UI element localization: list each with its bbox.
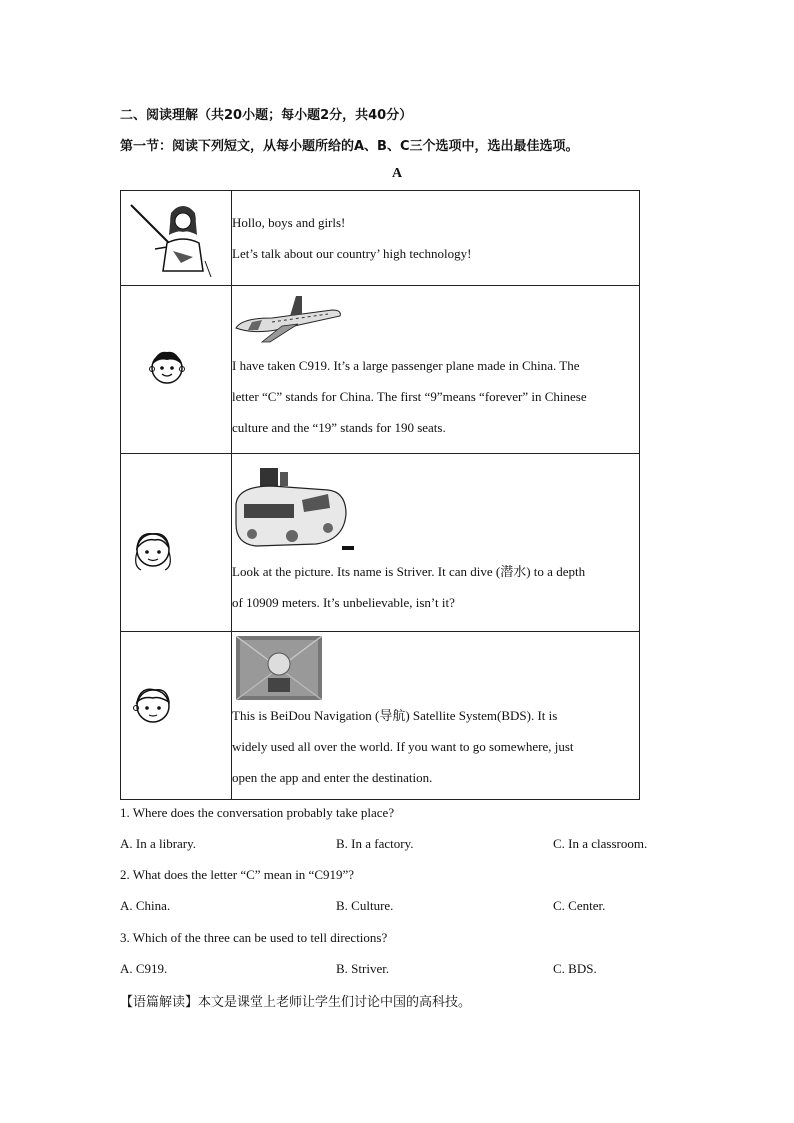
- option-c: C. BDS.: [553, 961, 597, 976]
- option-c: C. Center.: [553, 898, 606, 913]
- subsection-heading: 第一节：阅读下列短文，从每小题所给的A、B、C三个选项中，选出最佳选项。: [120, 139, 579, 154]
- question-stem: 3. Which of the three can be used to tell directions?: [120, 930, 388, 945]
- option-c: C. In a classroom.: [553, 836, 648, 851]
- speech-line: This is BeiDou Navigation (导航) Satellite System(BDS). It is: [232, 708, 558, 723]
- speaker-cell: [121, 632, 232, 800]
- speech-cell: [232, 191, 640, 286]
- option-a: A. In a library.: [120, 836, 197, 851]
- speaker-cell: [121, 286, 232, 454]
- reading-table: [120, 190, 640, 800]
- section-heading: 二、阅读理解（共20小题；每小题2分，共40分）: [120, 108, 413, 123]
- kid-face-icon: [121, 632, 231, 799]
- speech-cell: [232, 286, 640, 454]
- passage-label: A: [391, 166, 403, 181]
- girl-face-icon: [121, 454, 231, 631]
- boy-face-icon: [121, 286, 231, 453]
- speaker-cell: [121, 454, 232, 632]
- speaker-cell: [121, 191, 232, 286]
- passage-analysis: 【语篇解读】本文是课堂上老师让学生们讨论中国的高科技。: [120, 995, 472, 1010]
- beidou-satellite-icon: [236, 636, 322, 700]
- option-b: B. In a factory.: [336, 836, 414, 851]
- option-a: A. China.: [120, 898, 171, 913]
- speech-cell: [232, 632, 640, 800]
- table-row: [121, 454, 640, 632]
- speech-line: Let’s talk about our country’ high technology!: [232, 246, 472, 261]
- submarine-striver-icon: [232, 464, 356, 556]
- speech-line: Hollo, boys and girls!: [232, 215, 346, 230]
- speech-line: I have taken C919. It’s a large passenger plane made in China. The: [232, 358, 580, 373]
- table-row: [121, 632, 640, 800]
- speech-line: widely used all over the world. If you want to go somewhere, just: [232, 739, 574, 754]
- airplane-c919-icon: [232, 288, 352, 350]
- speech-line: open the app and enter the destination.: [232, 770, 433, 785]
- option-b: B. Striver.: [336, 961, 390, 976]
- option-b: B. Culture.: [336, 898, 394, 913]
- speech-line: culture and the “19” stands for 190 seats.: [232, 420, 446, 435]
- question-stem: 2. What does the letter “C” mean in “C919”?: [120, 867, 355, 882]
- option-a: A. C919.: [120, 961, 168, 976]
- teacher-pointing-icon: [121, 191, 231, 285]
- question-stem: 1. Where does the conversation probably take place?: [120, 805, 395, 820]
- speech-line: of 10909 meters. It’s unbelievable, isn’t it?: [232, 595, 455, 610]
- speech-line: Look at the picture. Its name is Striver. It can dive (潜水) to a depth: [232, 564, 586, 579]
- speech-cell: [232, 454, 640, 632]
- speech-line: letter “C” stands for China. The first “9”means “forever” in Chinese: [232, 389, 587, 404]
- table-row: [121, 286, 640, 454]
- table-row: [121, 191, 640, 286]
